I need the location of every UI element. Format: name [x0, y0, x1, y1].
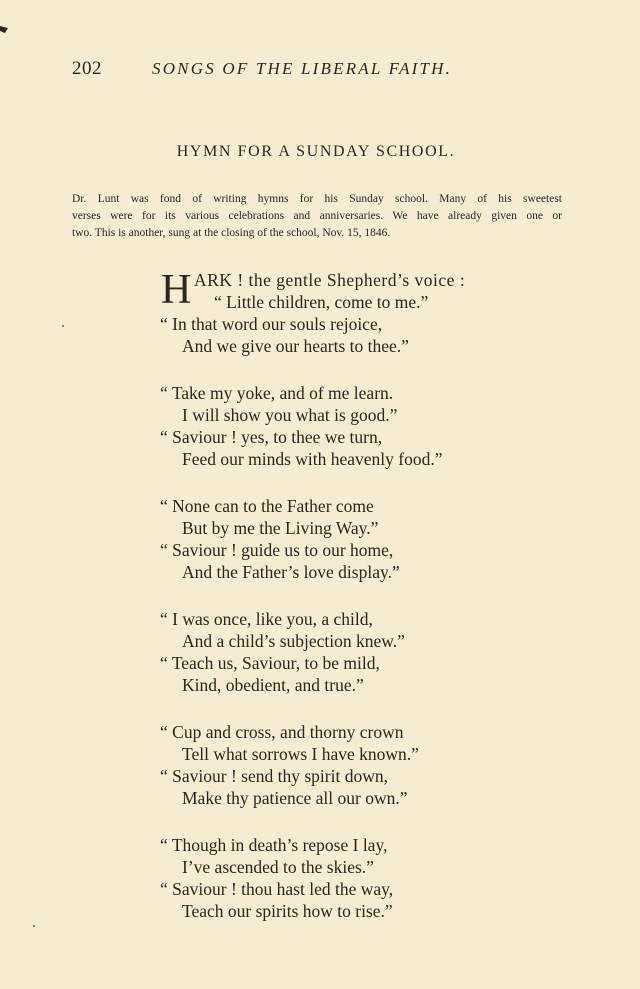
verse-line: “ I was once, like you, a child,	[160, 609, 373, 629]
verse-line: Teach our spirits how to rise.”	[182, 901, 393, 921]
intro-line: two. This is another, sung at the closing of the school, Nov. 15, 1846.	[72, 227, 391, 239]
intro-line: Dr. Lunt was fond of writing hymns for his Sunday school. Many of his sweetest	[72, 193, 562, 205]
verse-line: “ Saviour ! send thy spirit down,	[160, 766, 388, 786]
verse-line: And we give our hearts to thee.”	[182, 336, 409, 356]
verse-line: But by me the Living Way.”	[182, 518, 379, 538]
verse-line: “ None can to the Father come	[160, 496, 374, 516]
printer-mark	[0, 26, 8, 33]
verse-line: Make thy patience all our own.”	[182, 788, 408, 808]
verse-6	[160, 834, 520, 922]
intro-line: verses were for its various celebrations and anniversaries. We have already given one or	[72, 210, 562, 222]
drop-cap: H	[161, 267, 192, 313]
verse-line: And the Father’s love display.”	[182, 562, 400, 582]
running-title: SONGS OF THE LIBERAL FAITH.	[152, 59, 453, 78]
paper-speck	[33, 925, 35, 927]
verse-line: “ Teach us, Saviour, to be mild,	[160, 653, 380, 673]
verse-5	[160, 721, 520, 809]
verse-line: “ Little children, come to me.”	[214, 292, 429, 312]
hymn-title: HYMN FOR A SUNDAY SCHOOL.	[176, 143, 456, 160]
intro-note	[72, 191, 562, 242]
verse-line: I will show you what is good.”	[182, 405, 398, 425]
verse-line: “ In that word our souls rejoice,	[160, 314, 383, 334]
verse-line: And a child’s subjection knew.”	[182, 631, 405, 651]
verse-line: “ Though in death’s repose I lay,	[160, 835, 388, 855]
verse-line: “ Take my yoke, and of me learn.	[160, 383, 394, 403]
verse-4	[160, 608, 520, 696]
page-header	[72, 58, 492, 84]
verse-line: “ Saviour ! thou hast led the way,	[160, 879, 394, 899]
verse-line: “ Saviour ! yes, to thee we turn,	[160, 427, 383, 447]
page-number: 202	[72, 58, 102, 79]
verse-line: “ Saviour ! guide us to our home,	[160, 540, 394, 560]
verse-1	[160, 269, 520, 357]
verse-line: Feed our minds with heavenly food.”	[182, 449, 443, 469]
verse-line: Kind, obedient, and true.”	[182, 675, 364, 695]
verse-line: “ Cup and cross, and thorny crown	[160, 722, 404, 742]
paper-speck	[62, 325, 64, 327]
verse-line: Tell what sorrows I have known.”	[182, 744, 419, 764]
verse-line: I’ve ascended to the skies.”	[182, 857, 374, 877]
verse-2	[160, 382, 520, 470]
verse-line: ARK ! the gentle Shepherd’s voice :	[194, 270, 466, 290]
verse-3	[160, 495, 520, 583]
